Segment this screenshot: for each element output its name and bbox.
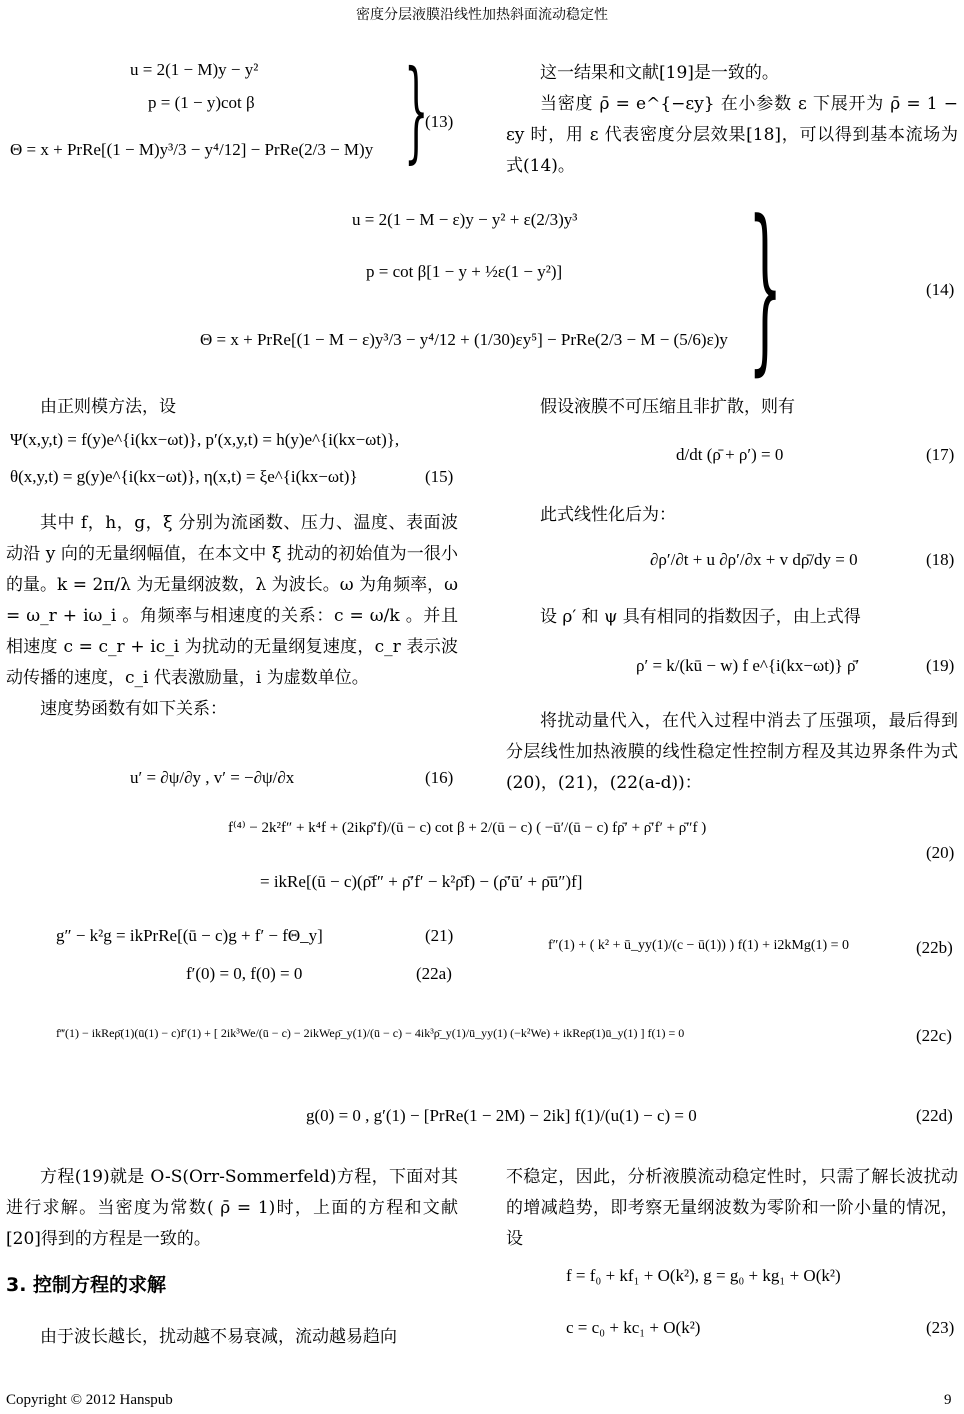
eq22d: g(0) = 0 , g′(1) − [PrRe(1 − 2M) − 2ik] f(1)/(u(1) − c) = 0 [306, 1106, 697, 1125]
right-text-2 [506, 392, 958, 423]
paragraph: 假设液膜不可压缩且非扩散，则有 [540, 397, 795, 417]
eq15-number: (15) [425, 467, 454, 486]
left-text-3 [6, 1162, 458, 1255]
eq16-number: (16) [425, 768, 454, 787]
running-header: 密度分层液膜沿线性加热斜面流动稳定性 [356, 7, 608, 23]
eq13-line3: Θ = x + PrRe[(1 − M)y³/3 − y⁴/12] − PrRe(2/3 − M)y [10, 140, 374, 159]
eq22c-number: (22c) [916, 1026, 952, 1045]
eq18: ∂ρ′/∂t + u ∂ρ′/∂x + v dρ̄/dy = 0 [650, 550, 858, 569]
eq22b-number: (22b) [916, 938, 953, 957]
right-text-6 [506, 1162, 958, 1255]
footer-copyright: Copyright © 2012 Hanspub [6, 1392, 173, 1408]
paragraph: 将扰动量代入，在代入过程中消去了压强项，最后得到分层线性加热液膜的线性稳定性控制方程及其边界条件为式(20)，(21)，(22(a-d))： [506, 711, 958, 793]
paragraph: 此式线性化后为： [540, 505, 676, 525]
paragraph: 其中 f，h，g，ξ 分别为流函数、压力、温度、表面波动沿 y 向的无量纲幅值，在本文中 ξ 扰动的初始值为一很小的量。k = 2π/λ 为无量纲波数，λ 为波长。ω 为角频率，ω = ω_r + iω_i 。角频率与相速度的关系：c = ω/k 。并且相速度 c = c_r + ic_i 为扰动的无量纲复速度，c_r 表示波动传播的速度，c_i 代表激励量，i 为虚数单位。 [6, 513, 458, 688]
eq17-number: (17) [926, 445, 955, 464]
eq20-line2: = ikRe[(ū − c)(ρ̄f″ + ρ̄′f′ − k²ρ̄f) − (ρ̄′ū′ + ρ̄ū″)f] [260, 872, 583, 891]
eq22c: f‴(1) − ikReρ̄(1)(ū(1) − c)f′(1) + [ 2ik³We/(ū − c) − 2ikWeρ̄_y(1)/(ū − c) − 4ik³ρ̄_y(1)/ū_yy(1) (−k²We) + ikReρ̄(1)ū_y(1) ] f(1) = 0 [56, 1026, 685, 1040]
eq21: g″ − k²g = ikPrRe[(ū − c)g + f′ − fΘ_y] [56, 926, 323, 945]
right-column-top [506, 58, 958, 182]
eq13-number: (13) [425, 112, 454, 131]
eq14-line3: Θ = x + PrRe[(1 − M − ε)y³/3 − y⁴/12 + (1/30)εy⁵] − PrRe(2/3 − M − (5/6)ε)y [200, 330, 728, 349]
eq14-number: (14) [926, 280, 955, 299]
paragraph: 由正则模方法，设 [40, 397, 176, 417]
paragraph: 这一结果和文献[19]是一致的。 [540, 63, 779, 83]
eq14-line2: p = cot β[1 − y + ½ε(1 − y²)] [366, 262, 563, 281]
section-heading: 3. 控制方程的求解 [6, 1274, 167, 1296]
eq15-line2: θ(x,y,t) = g(y)e^{i(kx−ωt)}, η(x,t) = ξe^{i(kx−ωt)} [10, 467, 358, 486]
paragraph: 不稳定，因此，分析液膜流动稳定性时，只需了解长波扰动的增减趋势，即考察无量纲波数为零阶和一阶小量的情况，设 [506, 1167, 958, 1249]
eq13-line2: p = (1 − y)cot β [148, 93, 255, 112]
eq23-line1: f = f₀ + kf₁ + O(k²), g = g₀ + kg₁ + O(k²) [566, 1266, 841, 1285]
right-text-4 [506, 602, 958, 633]
paragraph: 由于波长越长，扰动越不易衰减，流动越易趋向 [40, 1327, 397, 1347]
eq21-number: (21) [425, 926, 454, 945]
eq22b: f″(1) + ( k² + ū_yy(1)/(c − ū(1)) ) f(1) + i2kMg(1) = 0 [548, 938, 850, 953]
paragraph: 设 ρ′ 和 ψ 具有相同的指数因子，由上式得 [540, 607, 861, 627]
eq15-line1: Ψ(x,y,t) = f(y)e^{i(kx−ωt)}, p′(x,y,t) = h(y)e^{i(kx−ωt)}, [10, 430, 400, 449]
eq13-brace: } [404, 46, 429, 174]
eq16: u′ = ∂ψ/∂y , v′ = −∂ψ/∂x [130, 768, 295, 787]
eq14-line1: u = 2(1 − M − ε)y − y² + ε(2/3)y³ [352, 210, 578, 229]
eq17: d/dt (ρ̄ + ρ′) = 0 [676, 445, 784, 464]
eq18-number: (18) [926, 550, 955, 569]
eq22a-number: (22a) [416, 964, 452, 983]
paragraph: 当密度 ρ̄ = e^{−εy} 在小参数 ε 下展开为 ρ̄ = 1 − εy 时，用 ε 代表密度分层效果[18]，可以得到基本流场为式(14)。 [506, 94, 958, 176]
paragraph: 方程(19)就是 O-S(Orr-Sommerfeld)方程，下面对其进行求解。当密度为常数( ρ̄ = 1)时，上面的方程和文献[20]得到的方程是一致的。 [6, 1167, 458, 1249]
eq22a: f′(0) = 0, f(0) = 0 [186, 964, 303, 983]
eq13-line1: u = 2(1 − M)y − y² [130, 60, 259, 79]
eq23-line2: c = c₀ + kc₁ + O(k²) [566, 1318, 701, 1337]
eq14-brace: } [748, 183, 783, 392]
page-number: 9 [944, 1392, 952, 1408]
eq20-number: (20) [926, 843, 955, 862]
left-text-1 [6, 392, 458, 423]
right-text-3 [506, 500, 958, 531]
paragraph: 速度势函数有如下关系： [40, 699, 227, 719]
eq22d-number: (22d) [916, 1106, 953, 1125]
eq19-number: (19) [926, 656, 955, 675]
eq20-line1: f⁽⁴⁾ − 2k²f″ + k⁴f + (2ikρ̄′f)/(ū − c) cot β + 2/(ū − c) ( −ū′/(ū − c) fρ̄′ + ρ̄′f′ + ρ̄″f ) [228, 820, 707, 836]
eq23-number: (23) [926, 1318, 955, 1337]
left-text-4 [6, 1322, 458, 1353]
eq19: ρ′ = k/(kū − w) f e^{i(kx−ωt)} ρ̄′ [636, 656, 860, 675]
right-text-5 [506, 706, 958, 799]
left-text-2 [6, 508, 458, 725]
